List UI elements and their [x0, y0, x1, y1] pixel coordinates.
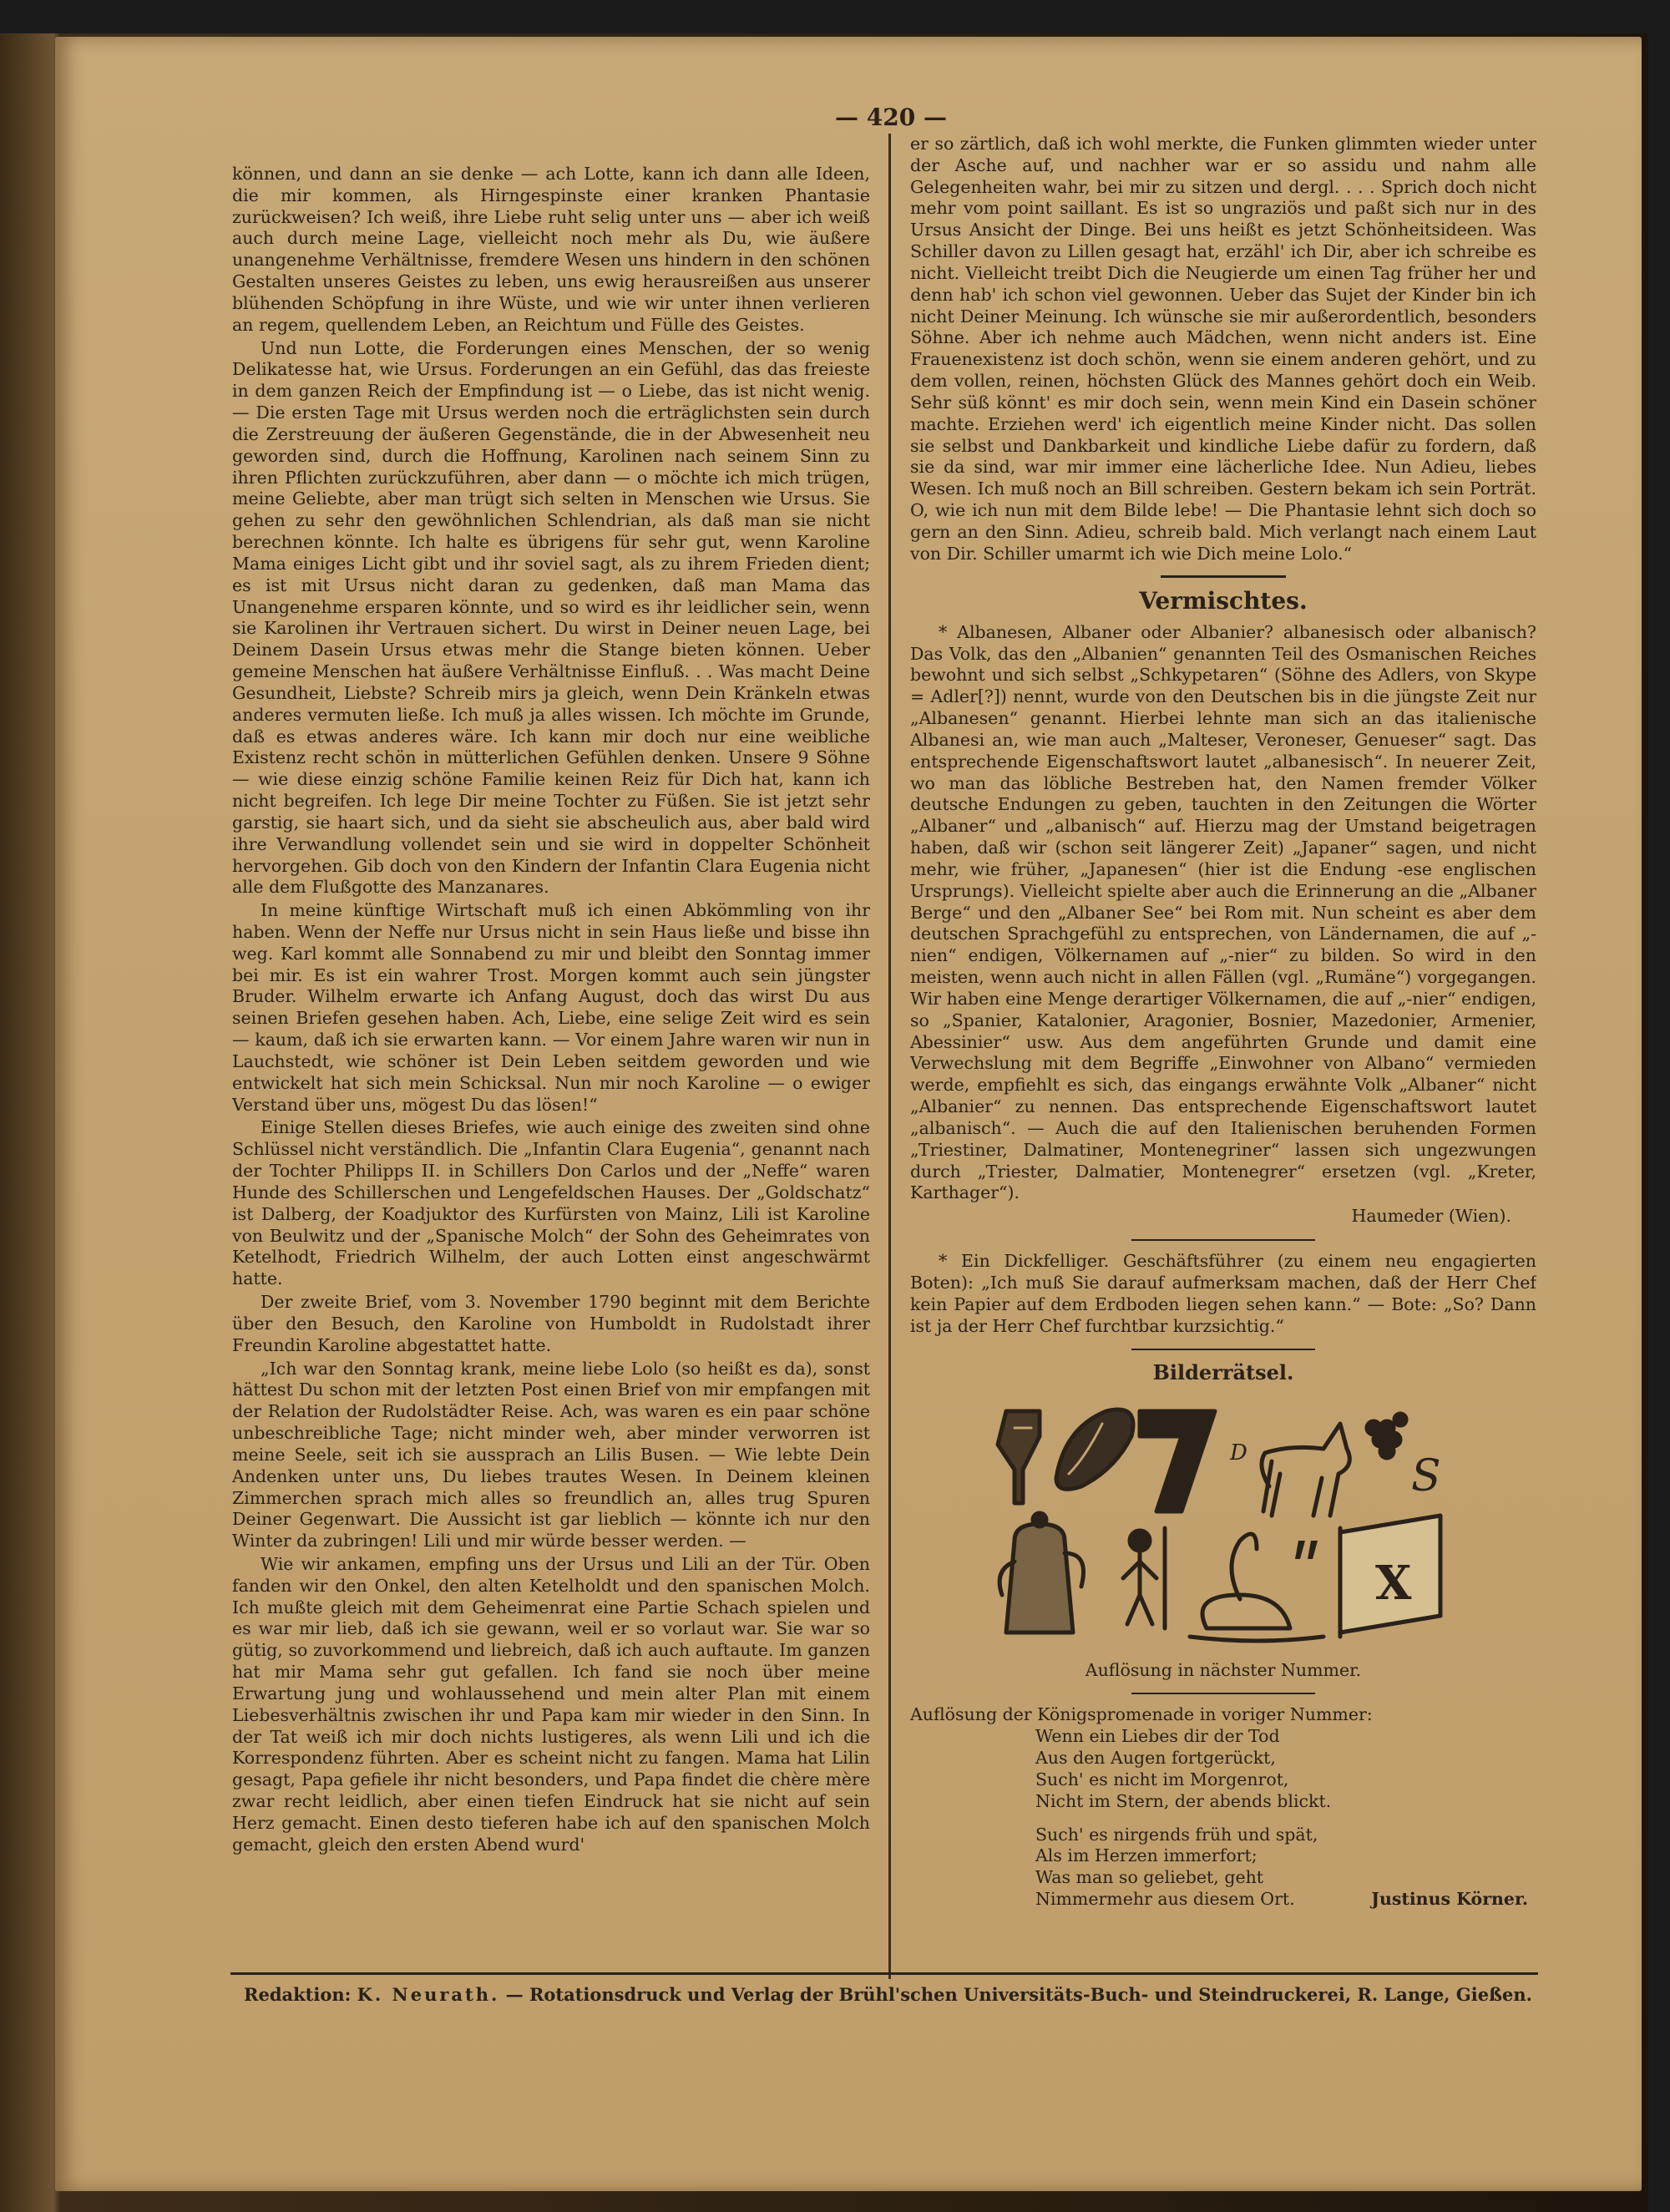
imprint-footer	[244, 1984, 1546, 2005]
left-paragraph: Wie wir ankamen, empfing uns der Ursus und Lili an der Tür. Oben fanden wir den Onkel, den alten Ketelholdt und den spanischen Molch. Ich mußte gleich mit dem Geheimenrat eine Partie Schach spielen und es war mir lieb, daß ich sie gewann, weil er so vorlaut war. Sie war so gütig, so zuvorkommend und liebreich, daß ich auch auftaute. Im ganzen hat mir Mama sehr gut gefallen. Ich fand sie noch über meine Erwartung jung und wohlaussehend und mein alter Plan mit einem Liebesverhältnis zwischen ihr und Papa kam mir wieder in den Sinn. In der Tat weiß ich mir doch nichts lustigeres, als wenn Lili und ich die Korrespondenz führten. Aber es scheint nicht zu fangen. Mama hat Lilin gesagt, Papa gefiele ihr nicht besonders, und Papa findet die chère mère zwar recht leidlich, aber einen tiefen Eindruck hat sie nicht auf sein Herz gemacht. Einen desto tieferen habe ich auf den spanischen Molch gemacht, gleich den ersten Abend wurd'	[232, 1554, 870, 1855]
coffee-pot-icon	[999, 1513, 1083, 1632]
page-number: — 420 —	[835, 104, 947, 131]
misc-heading: Vermischtes.	[1139, 586, 1308, 615]
solution-block	[910, 1704, 1536, 1910]
item-rule	[1131, 1239, 1315, 1241]
left-paragraph: Der zweite Brief, vom 3. November 1790 beginnt mit dem Berichte über den Besuch, den Karoline von Humboldt in Rudolstadt ihrer Freundin Karoline abgestattet hatte.	[232, 1292, 870, 1355]
poem-author: Justinus Körner.	[1371, 1889, 1528, 1910]
grapes-icon	[1367, 1414, 1406, 1458]
misc-item-albanesen: * Albanesen, Albaner oder Albanier? albanesisch oder albanisch? Das Volk, das den „Albanien“ genannten Teil des Osmanischen Reiches bewohnt und sich selbst „Schkypetaren“ (Söhne des Adlers, von Skype = Adler[?]) nennt, wurde von den Deutschen bis in die jüngste Zeit nur „Albanesen“ genannt. Hierbei lehnte man sich an das italienische Albanesi an, wie man auch „Malteser, Veroneser, Genueser“ sagt. Das entsprechende Eigenschaftswort lautet „albanesisch“. In neuerer Zeit, wo man das löbliche Bestreben hat, den Namen fremder Völker deutsche Endungen zu geben, tauchten in den Zeitungen die Wörter „Albaner“ und „albanisch“ auf. Hierzu mag der Umstand beigetragen haben, daß wir (schon seit längerer Zeit) „Japaner“ sagen, und nicht mehr, wie früher, „Japanesen“ (hier ist die Endung -ese englischen Ursprungs). Vielleicht spielte aber auch die Erinnerung an die „Albaner Berge“ und den „Albaner See“ bei Rom mit. Nun scheint es aber dem deutschen Sprachgefühl zu entsprechen, von Ländernamen, die auf „-nien“ endigen, Völkernamen auf „-nier“ zu bilden. So wird in den meisten, wenn auch nicht in allen Fällen (vgl. „Rumäne“) vorgegangen. Wir haben eine Menge derartiger Völkernamen, die auf „-nier“ endigen, so „Spanier, Katalonier, Aragonier, Bosnier, Mazedonier, Armenier, Abessinier“ usw. Aus dem angeführten Grunde und damit eine Verwechslung mit dem Begriffe „Einwohner von Albano“ vermieden werde, empfiehlt es sich, das eingangs erwähnte Volk „Albaner“ nicht „Albanier“ zu nennen. Das entsprechende Eigenschaftswort lautet „albanisch“. — Auch die auf den Italienischen beruhenden Formen „Triestiner, Dalmatiner, Montenegriner“ lassen sich ungezwungen durch „Triester, Dalmatier, Montenegrer“ ersetzen (vgl. „Kreter, Karthager“).	[910, 621, 1536, 1203]
item-rule	[1131, 1693, 1315, 1694]
scan-top-edge	[0, 0, 1670, 33]
footer-editor: K. Neurath.	[357, 1984, 500, 2005]
poem-line: Nimmermehr aus diesem Ort.	[1035, 1889, 1295, 1910]
right-column	[910, 134, 1536, 1962]
puzzle-heading: Bilderrätsel.	[1152, 1360, 1294, 1385]
left-paragraph: Und nun Lotte, die Forderungen eines Menschen, der so wenig Delikatesse hat, wie Ursus. Forderungen an ein Gefühl, das das freieste in dem ganzen Reich der Empfindung ist — o Liebe, das ist nicht wenig. — Die ersten Tage mit Ursus werden noch die erträglichsten sein durch die Zerstreuung der äußeren Gegenstände, die in der Abwesenheit neu geworden sind, durch die Hoffnung, Karolinen nach seinem Sinn zu ihren Pflichten zurückzuführen, aber dann — o möchte ich mich trügen, meine Geliebte, aber man trügt sich selten in Menschen wie Ursus. Sie gehen zu sehr den gewöhnlichen Schlendrian, als daß man sie nicht berechnen könnte. Ich halte es übrigens für sehr gut, wenn Karoline Mama einiges Licht gibt und ihr soviel sagt, als zu ihrem Frieden dient; es ist mit Ursus nicht daran zu gedenken, daß man Mama das Unangenehme ersparen könnte, und so wird es ihr leidlicher sein, wenn sie Karolinen ihr Vertrauen sichert. Du wirst in Deiner neuen Lage, bei Deinem Dasein Ursus etwas mehr die Stange bieten können. Ueber gemeine Menschen hat äußere Verhältnisse Einfluß. . . Was macht Deine Gesundheit, Liebste? Schreib mirs ja gleich, wenn Dein Kränkeln etwas anderes vermuten ließe. Ich muß ja alles wissen. Ich möchte im Grunde, daß es etwas anderes wäre. Ich kann mir doch nur eine weibliche Existenz recht schön in mütterlichen Gefühlen denken. Unsere 9 Söhne — wie diese einzig schöne Familie keinen Reiz für Dich hat, kann ich nicht begreifen. Ich lege Dir meine Tochter zu Füßen. Sie ist jetzt sehr garstig, sie haart sich, und da sieht sie abscheulich aus, aber bald wird ihre Verwandlung vollendet sein und sie wird in doppelter Schönheit hervorgehen. Gib doch von den Kindern der Infantin Clara Eugenia nicht alle dem Flußgotte des Manzanares.	[232, 337, 870, 898]
stanza-gap	[910, 1813, 1536, 1825]
item-rule	[1131, 1349, 1315, 1350]
poem-line: Aus den Augen fortgerückt,	[1035, 1748, 1276, 1769]
puzzle-letter: X	[1375, 1555, 1412, 1611]
left-paragraph: Einige Stellen dieses Briefes, wie auch einige des zweiten sind ohne Schlüssel nicht verständlich. Die „Infantin Clara Eugenia“, genannt nach der Tochter Philipps II. in Schillers Don Carlos und der „Neffe“ waren Hunde des Schillerschen und Lengefeldschen Hauses. Der „Goldschatz“ ist Dalberg, der Koadjuktor des Kurfürsten von Mainz, Lili ist Karoline von Beulwitz und der „Spanische Molch“ der Sohn des Geheimrates von Ketelhodt, Friedrich Wilhelm, der auch Lotten einst angeschwärmt hatte.	[232, 1117, 870, 1289]
quote-icon	[1295, 1541, 1318, 1559]
swan-icon	[1190, 1534, 1323, 1641]
misc-item-dickfelliger: * Ein Dickfelliger. Geschäftsführer (zu einem neu engagierten Boten): „Ich muß Sie darauf aufmerksam machen, daß der Herr Chef kein Papier auf dem Erdboden liegen sehen kann.“ — Bote: „So? Dann ist ja der Herr Chef furchtbar kurzsichtig.“	[910, 1251, 1536, 1336]
solution-intro: Auflösung der Königspromenade in voriger Nummer:	[910, 1704, 1373, 1725]
footer-label: Redaktion:	[244, 1984, 352, 2005]
poem-line: Such' es nicht im Morgenrot,	[1035, 1769, 1289, 1789]
picture-puzzle-illustration	[989, 1395, 1457, 1653]
footer-text: — Rotationsdruck und Verlag der Brühl'schen Universitäts-Buch- und Steindruckerei, R. Lange, Gießen.	[505, 1984, 1532, 2005]
poem-line: Als im Herzen immerfort;	[1035, 1845, 1258, 1866]
puzzle-letter: D	[1230, 1440, 1247, 1465]
poem-line: Such' es nirgends früh und spät,	[1035, 1824, 1318, 1845]
footer-rule	[230, 1972, 1538, 1975]
donkey-icon	[1262, 1424, 1349, 1516]
poem-last-line	[910, 1889, 1536, 1911]
scan-right-edge	[1648, 0, 1670, 2212]
poem-line: Wenn ein Liebes dir der Tod	[1035, 1726, 1280, 1747]
picture-puzzle	[989, 1395, 1457, 1653]
section-rule	[1161, 575, 1286, 578]
shoe-icon	[1056, 1410, 1133, 1489]
poem-line: Nicht im Stern, der abends blickt.	[1035, 1790, 1332, 1811]
puzzle-note: Auflösung in nächster Nummer.	[1085, 1659, 1362, 1680]
left-column	[232, 164, 870, 1947]
misc-item-signature: Haumeder (Wien).	[1351, 1206, 1511, 1227]
letter-continuation: er so zärtlich, daß ich wohl merkte, die Funken glimmten wieder unter der Asche auf, und nachher war er so assidu und nahm alle Gelegenheiten wahr, bei mir zu sitzen und dergl. . . . Sprich doch nicht mehr vom point saillant. Es ist so ungraziös und paßt sich nur in des Ursus Ansicht der Dinge. Bei uns heißt es jetzt Schönheitsideen. Was Schiller davon zu Lillen gesagt hat, erzähl' ich Dir, aber ich schreibe es nicht. Vielleicht treibt Dich die Neugierde um einen Tag früher her und denn hab' ich schon viel gewonnen. Ueber das Sujet der Kinder bin ich nicht Deiner Meinung. Ich wünsche sie mir außerordentlich, besonders Söhne. Aber ich nehme auch Mädchen, wenn nicht anders ist. Eine Frauenexistenz ist doch schön, wenn sie einem anderen gehört, und zu dem vollen, reinen, höchsten Glück des Mannes gehört doch ein Weib. Sehr süß könnt' es mir doch sein, wenn mein Kind ein Dasein schöner machte. Erziehen werd' ich eigentlich meine Kinder nicht. Das sollen sie selbst und Dankbarkeit und kindliche Liebe dafür zu fordern, daß sie da sind, war mir immer eine lächerliche Idee. Nun Adieu, liebes Wesen. Ich muß noch an Bill schreiben. Gestern bekam ich sein Porträt. O, wie ich nun mit dem Bilde lebe! — Die Phantasie lehnt sich doch so gern an den Sinn. Adieu, schreib bald. Mich verlangt nach einem Laut von Dir. Schiller umarmt ich wie Dich meine Lolo.“	[910, 134, 1536, 564]
hand-icon	[998, 1411, 1040, 1503]
column-divider	[888, 134, 891, 1979]
puzzle-letter: S	[1411, 1450, 1441, 1501]
left-paragraph: können, und dann an sie denke — ach Lotte, kann ich dann alle Ideen, die mir kommen, als Hirngespinste einer kranken Phantasie zurückweisen? Ich weiß, ihre Liebe ruht selig unter uns — aber ich weiß auch durch meine Lage, vielleicht noch mehr als Du, wie äußere unangenehme Verhältnisse, fremdere Wesen uns hindern in den schönen Gestalten unseres Geistes zu leben, uns ewig herausreißen aus unserer blühenden Schöpfung in ihre Wüste, und wie wir unter ihnen verlieren an regem, quellendem Leben, an Reichtum und Fülle des Geistes.	[232, 164, 870, 335]
man-icon	[1123, 1528, 1165, 1628]
seven-icon	[1140, 1411, 1215, 1511]
left-paragraph: In meine künftige Wirtschaft muß ich einen Abkömmling von ihr haben. Wenn der Neffe nur Ursus nicht in sein Haus ließe und bisse ihn weg. Karl kommt alle Sonnabend zu mir und bleibt den Sonntag immer bei mir. Es ist ein wahrer Trost. Morgen kommt auch sein jüngster Bruder. Wilhelm erwarte ich Anfang August, doch das wirst Du aus seinen Briefen gesehen haben. Ach, Liebe, eine selige Zeit wird es sein — kaum, daß ich sie erwarten kann. — Vor einem Jahre waren wir nun in Lauchstedt, wie schöner ist Dein Leben seitdem geworden und wie entwickelt hat sich mein Schicksal. Nun mir noch Karoline — o ewiger Verstand über uns, mögest Du das lösen!“	[232, 900, 870, 1115]
left-paragraph: „Ich war den Sonntag krank, meine liebe Lolo (so heißt es da), sonst hättest Du schon mit der letzten Post einen Brief von mir empfangen mit der Relation der Rudolstädter Reise. Ach, was waren es ein paar schöne unbeschreibliche Tage; nicht minder weh, aber minder verworren ist meine Seele, seit ich sie aussprach an Lilis Busen. — Wie lebte Dein Andenken unter uns, Du liebes trautes Wesen. In Deinem kleinen Zimmerchen sprach mich alles so freundlich an, alles trug Spuren Deiner Gegenwart. Die Aussicht ist gar lieblich — könnte ich nur den Winter da zubringen! Lili und mir würde besser werden. —	[232, 1358, 870, 1551]
poem-line: Was man so geliebet, geht	[1035, 1867, 1264, 1888]
